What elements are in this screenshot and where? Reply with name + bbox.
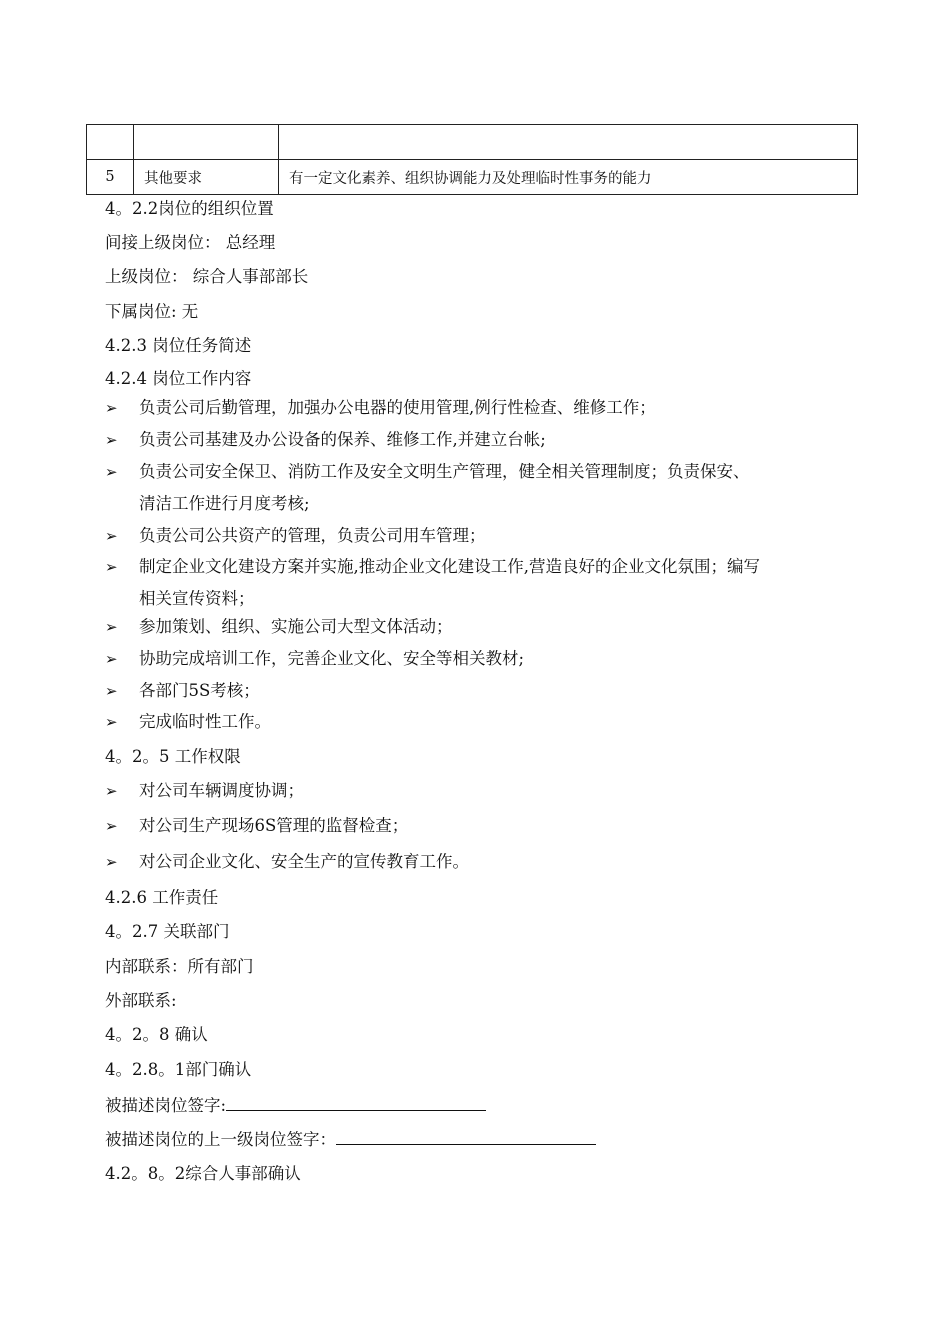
list-item-text: 制定企业文化建设方案并实施,推动企业文化建设工作,营造良好的企业文化氛围；编写 bbox=[139, 557, 760, 576]
signature-row-superior bbox=[105, 1128, 596, 1151]
heading-4-2-5: 4。2。5 工作权限 bbox=[105, 747, 241, 766]
signature-label: 被描述岗位签字: bbox=[105, 1096, 227, 1115]
list-item-text: 协助完成培训工作，完善企业文化、安全等相关教材; bbox=[139, 649, 525, 668]
arrow-bullet-icon: ➢ bbox=[105, 463, 118, 481]
list-item bbox=[105, 851, 865, 873]
requirement-item bbox=[134, 125, 279, 160]
arrow-bullet-icon: ➢ bbox=[105, 618, 118, 636]
list-item bbox=[105, 429, 865, 451]
list-item bbox=[105, 711, 865, 733]
arrow-bullet-icon: ➢ bbox=[105, 399, 118, 417]
requirement-desc bbox=[279, 125, 858, 160]
arrow-bullet-icon: ➢ bbox=[105, 650, 118, 668]
heading-4-2-7: 4。2.7 关联部门 bbox=[105, 922, 230, 941]
list-item bbox=[105, 397, 865, 419]
list-item bbox=[105, 680, 865, 702]
signature-line[interactable] bbox=[226, 1094, 486, 1111]
arrow-bullet-icon: ➢ bbox=[105, 431, 118, 449]
external-contacts: 外部联系: bbox=[105, 991, 177, 1010]
heading-4-2-2: 4。2.2岗位的组织位置 bbox=[105, 199, 274, 218]
table-row bbox=[87, 160, 858, 195]
heading-4-2-8-1: 4。2.8。1部门确认 bbox=[105, 1060, 252, 1079]
arrow-bullet-icon: ➢ bbox=[105, 713, 118, 731]
arrow-bullet-icon: ➢ bbox=[105, 817, 118, 835]
list-item-text: 各部门5S考核； bbox=[139, 681, 260, 700]
list-item-text: 负责公司公共资产的管理，负责公司用车管理； bbox=[139, 526, 486, 545]
arrow-bullet-icon: ➢ bbox=[105, 527, 118, 545]
heading-4-2-6: 4.2.6 工作责任 bbox=[105, 888, 219, 907]
superior: 上级岗位： 综合人事部部长 bbox=[105, 267, 309, 286]
arrow-bullet-icon: ➢ bbox=[105, 853, 118, 871]
arrow-bullet-icon: ➢ bbox=[105, 782, 118, 800]
list-item-text: 参加策划、组织、实施公司大型文体活动； bbox=[139, 617, 453, 636]
list-item-text: 对公司生产现场6S管理的监督检查； bbox=[139, 816, 409, 835]
arrow-bullet-icon: ➢ bbox=[105, 682, 118, 700]
list-item-text-continued: 相关宣传资料； bbox=[139, 589, 255, 608]
list-item-text: 负责公司基建及办公设备的保养、维修工作,并建立台帐; bbox=[139, 430, 546, 449]
list-item-text-continued: 清洁工作进行月度考核; bbox=[139, 494, 310, 513]
list-item-text: 完成临时性工作。 bbox=[139, 712, 271, 731]
signature-row-position bbox=[105, 1094, 486, 1117]
table-row bbox=[87, 125, 858, 160]
list-item bbox=[105, 780, 865, 802]
list-item-text: 对公司车辆调度协调； bbox=[139, 781, 304, 800]
list-item bbox=[105, 461, 865, 515]
subordinate: 下属岗位: 无 bbox=[105, 302, 199, 321]
heading-4-2-4: 4.2.4 岗位工作内容 bbox=[105, 369, 252, 388]
list-item-text: 对公司企业文化、安全生产的宣传教育工作。 bbox=[139, 852, 469, 871]
list-item bbox=[105, 815, 865, 837]
signature-label: 被描述岗位的上一级岗位签字： bbox=[105, 1130, 336, 1149]
signature-line[interactable] bbox=[336, 1128, 596, 1145]
heading-4-2-3: 4.2.3 岗位任务简述 bbox=[105, 336, 252, 355]
heading-4-2-8-2: 4.2。8。2综合人事部确认 bbox=[105, 1164, 301, 1183]
internal-contacts: 内部联系：所有部门 bbox=[105, 957, 254, 976]
list-item bbox=[105, 616, 865, 638]
list-item bbox=[105, 525, 865, 547]
heading-4-2-8: 4。2。8 确认 bbox=[105, 1025, 208, 1044]
indirect-superior: 间接上级岗位： 总经理 bbox=[105, 233, 276, 252]
list-item bbox=[105, 556, 865, 610]
list-item bbox=[105, 648, 865, 670]
requirement-item: 其他要求 bbox=[134, 160, 279, 195]
list-item-text: 负责公司安全保卫、消防工作及安全文明生产管理，健全相关管理制度；负责保安、 bbox=[139, 462, 750, 481]
row-number: 5 bbox=[87, 160, 134, 195]
list-item-text: 负责公司后勤管理，加强办公电器的使用管理,例行性检查、维修工作； bbox=[139, 398, 656, 417]
requirement-desc: 有一定文化素养、组织协调能力及处理临时性事务的能力 bbox=[279, 160, 858, 195]
arrow-bullet-icon: ➢ bbox=[105, 558, 118, 576]
row-number bbox=[87, 125, 134, 160]
requirements-table bbox=[86, 124, 858, 195]
